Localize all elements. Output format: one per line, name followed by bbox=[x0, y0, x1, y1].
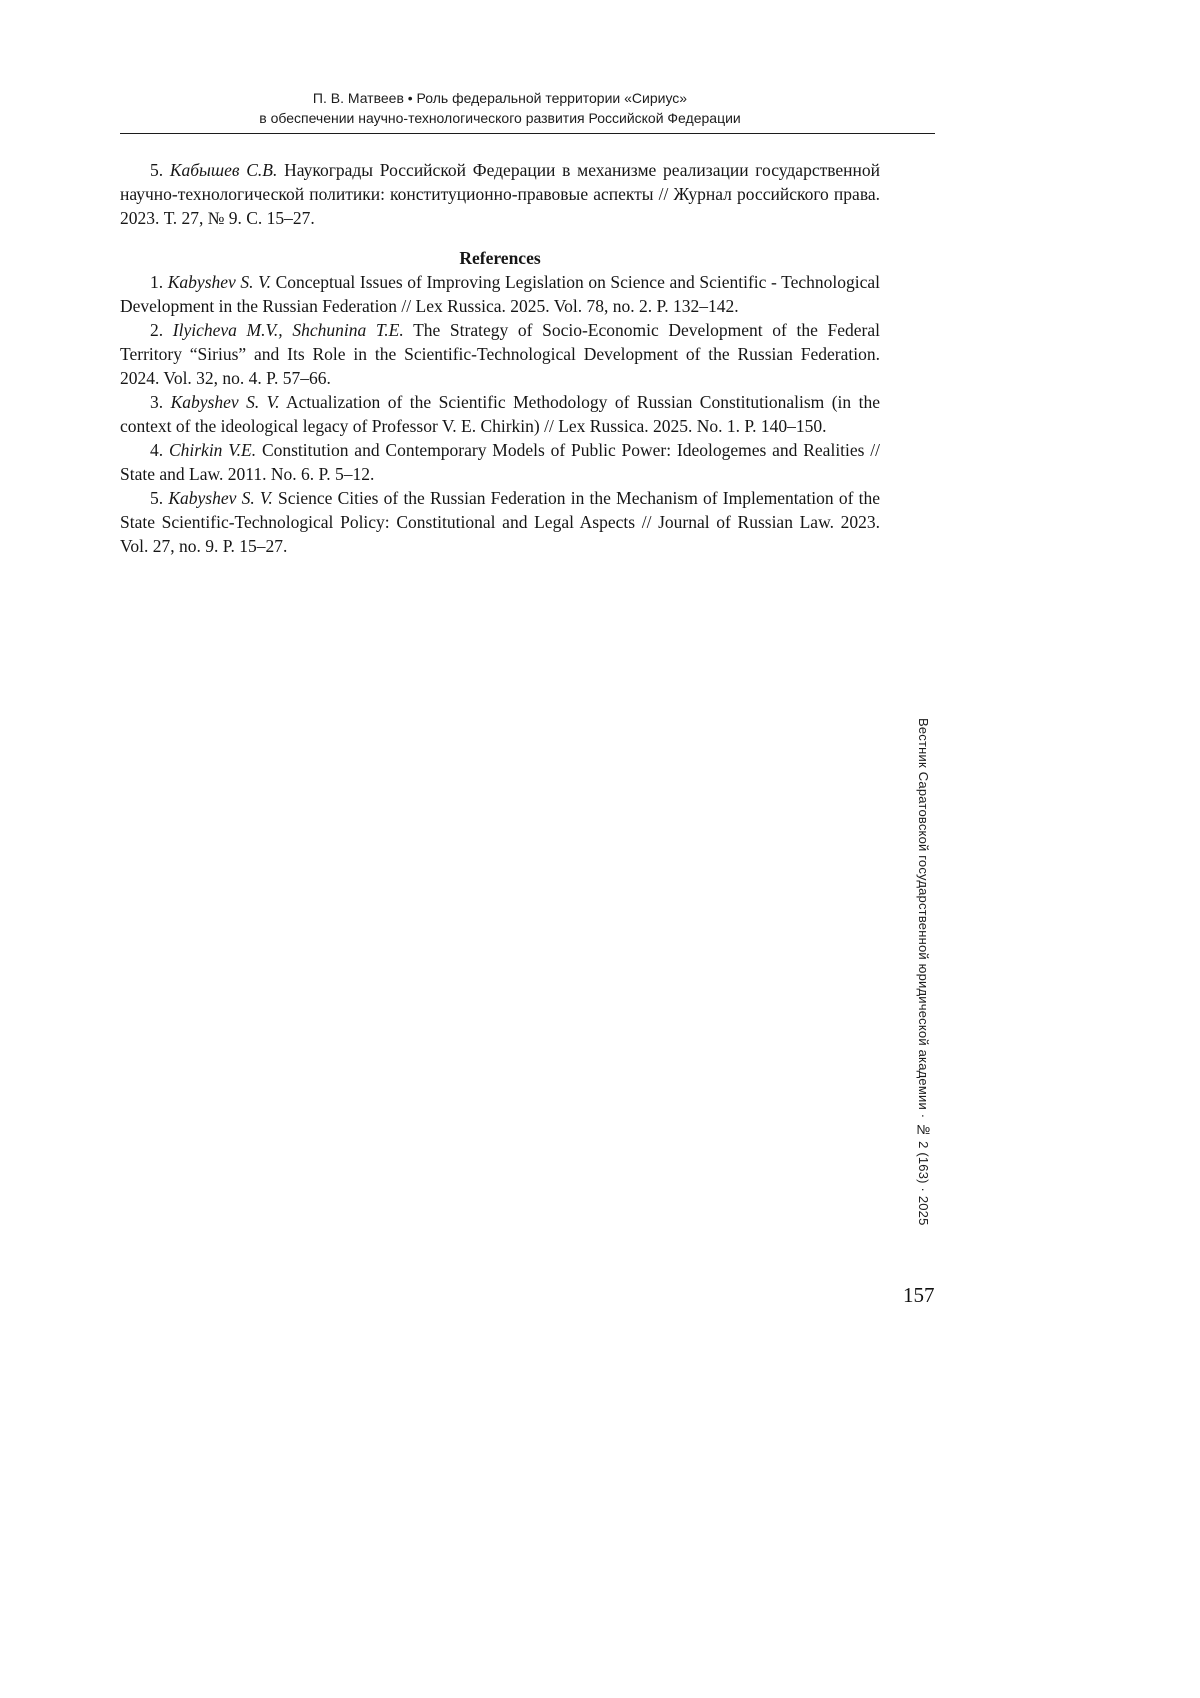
reference-authors: Kabyshev S. V. bbox=[167, 272, 271, 292]
reference-number: 3. bbox=[150, 392, 164, 412]
reference-authors: Kabyshev S. V. bbox=[168, 488, 273, 508]
reference-authors: Kabyshev S. V. bbox=[170, 392, 280, 412]
reference-authors: Ilyicheva M.V., Shchunina T.E. bbox=[172, 320, 404, 340]
reference-text: Constitution and Contemporary Models of Public Power: Ideologemes and Realities // State and Law. 2011. No. 6. P. 5–12. bbox=[120, 440, 881, 484]
reference-item-4 bbox=[120, 438, 880, 486]
page-number: 157 bbox=[903, 1283, 935, 1307]
reference-number: 5. bbox=[150, 160, 164, 180]
reference-text: Actualization of the Scientific Methodology of Russian Constitutionalism (in the context of the ideological legacy of Professor V. E. Chirkin) // Lex Russica. 2025. No. 1. P. 140–150. bbox=[120, 392, 880, 436]
reference-number: 1. bbox=[150, 272, 164, 292]
reference-number: 5. bbox=[150, 488, 164, 508]
reference-text: Conceptual Issues of Improving Legislation on Science and Scientific - Technological Development in the Russian Federation // Lex Russica. 2025. Vol. 78, no. 2. P. 132–142. bbox=[120, 272, 881, 316]
reference-item-3 bbox=[120, 390, 880, 438]
running-head bbox=[120, 88, 880, 128]
header-divider bbox=[120, 133, 935, 134]
running-head-line2: в обеспечении научно-технологического развития Российской Федерации bbox=[259, 110, 741, 126]
reference-authors: Chirkin V.E. bbox=[168, 440, 257, 460]
journal-sidebar-caption: Вестник Саратовской государственной юридической академии · № 2 (163) · 2025 bbox=[916, 718, 931, 1226]
reference-text: Наукограды Российской Федерации в механизме реализации государственной научно-технологической политики: конституционно-правовые аспекты // Журнал российского права. 2023. Т. 27, № 9. С. 15–27. bbox=[120, 160, 881, 228]
reference-authors: Кабышев С.В. bbox=[169, 160, 278, 180]
reference-item-5 bbox=[120, 486, 880, 558]
running-head-line1: П. В. Матвеев • Роль федеральной территории «Сириус» bbox=[312, 90, 688, 106]
reference-number: 2. bbox=[150, 320, 164, 340]
references-heading: References bbox=[459, 248, 541, 268]
reference-item-2 bbox=[120, 318, 880, 390]
reference-item-1 bbox=[120, 270, 880, 318]
reference-text: Science Cities of the Russian Federation in the Mechanism of Implementation of the State Scientific-Technological Policy: Constitutional and Legal Aspects // Journal of Russian Law. 2023. Vol. 27, no. 9. P. 15–27. bbox=[120, 488, 880, 556]
reference-text: The Strategy of Socio-Economic Development of the Federal Territory “Sirius” and Its Role in the Scientific-Technological Development of the Russian Federation. 2024. Vol. 32, no. 4. P. 57–66. bbox=[120, 320, 881, 388]
reference-number: 4. bbox=[150, 440, 164, 460]
russian-reference-item-5 bbox=[120, 158, 880, 230]
page-body bbox=[120, 158, 880, 558]
